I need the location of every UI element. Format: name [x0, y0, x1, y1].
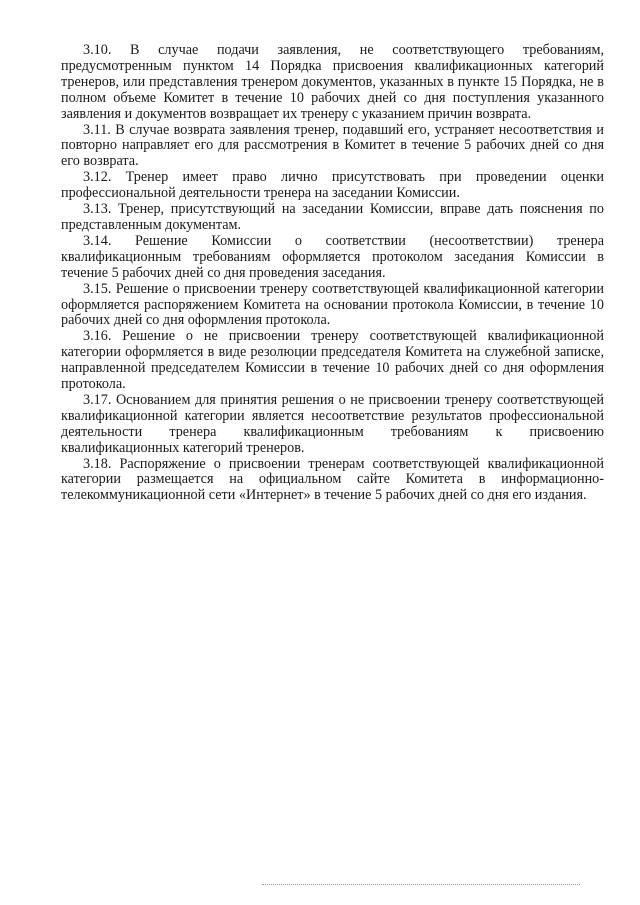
- paragraph-3-16: 3.16. Решение о не присвоении тренеру соответствующей квалификационной категории оформляется в виде резолюции председателя Комитета на служебной записке, направленной председателем Комиссии в течение 10 рабочих дней со дня оформления протокола.: [61, 328, 604, 393]
- paragraph-3-11: 3.11. В случае возврата заявления тренер, подавший его, устраняет несоответствия и повторно направляет его для рассмотрения в Комитет в течение 5 рабочих дней со дня его возврата.: [61, 121, 604, 170]
- paragraph-3-15: 3.15. Решение о присвоении тренеру соответствующей квалификационной категории оформляется распоряжением Комитета на основании протокола Комиссии, в течение 10 рабочих дней со дня оформления протокола.: [61, 280, 604, 329]
- paragraph-3-18: 3.18. Распоряжение о присвоении тренерам соответствующей квалификационной категории размещается на официальном сайте Комитета в информационно-телекоммуникационной сети «Интернет» в течение 5 рабочих дней со дня его издания.: [61, 455, 604, 504]
- paragraph-3-12: 3.12. Тренер имеет право лично присутствовать при проведении оценки профессиональной деятельности тренера на заседании Комиссии.: [61, 169, 604, 202]
- paragraph-3-14: 3.14. Решение Комиссии о соответствии (несоответствии) тренера квалификационным требованиям оформляется протоколом заседания Комиссии в течение 5 рабочих дней со дня проведения заседания.: [61, 232, 604, 281]
- document-body: [61, 43, 604, 504]
- scan-edge-line: [262, 884, 580, 885]
- paragraph-3-13: 3.13. Тренер, присутствующий на заседании Комиссии, вправе дать пояснения по представленным документам.: [61, 201, 604, 233]
- paragraph-3-17: 3.17. Основанием для принятия решения о не присвоении тренеру соответствующей квалификационной категории является несоответствие результатов профессиональной деятельности тренера квалификационным требованиям к присвоению квалификационных категорий тренеров.: [61, 391, 604, 456]
- paragraph-3-10: 3.10. В случае подачи заявления, не соответствующего требованиям, предусмотренным пунктом 14 Порядка присвоения квалификационных категорий тренеров, или представления тренером документов, указанных в пункте 15 Порядка, не в полном объеме Комитет в течение 10 рабочих дней со дня поступления указанного заявления и документов возвращает их тренеру с указанием причин возврата.: [61, 42, 604, 122]
